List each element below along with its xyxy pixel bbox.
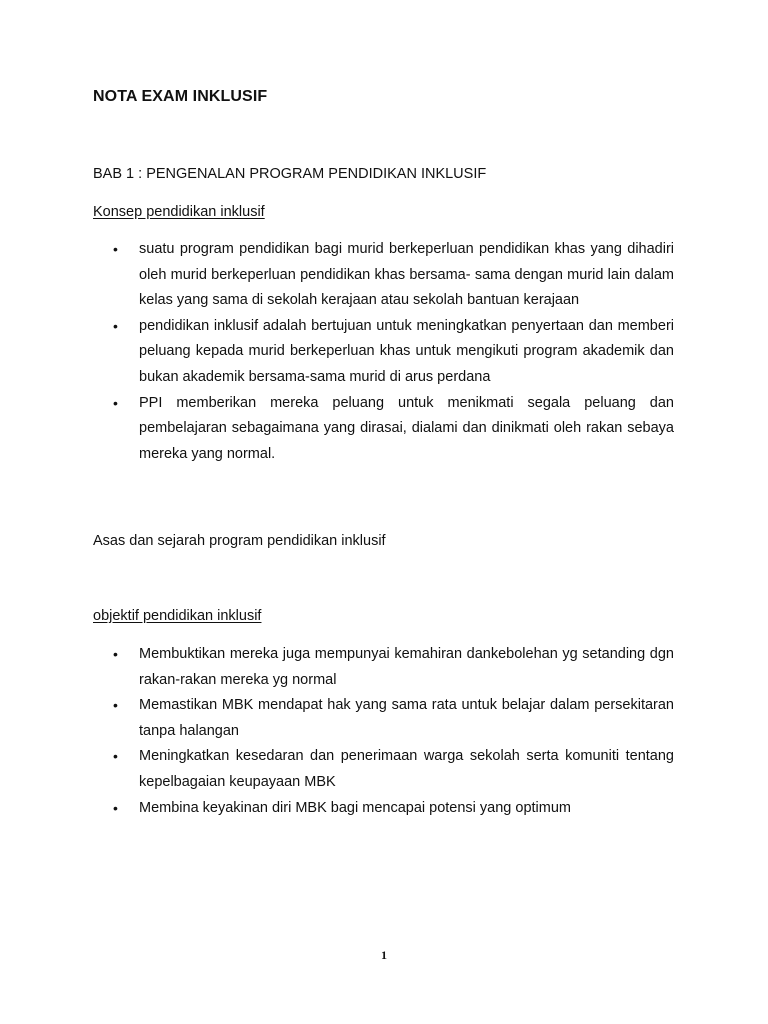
chapter-heading: BAB 1 : PENGENALAN PROGRAM PENDIDIKAN INKLUSIF — [93, 166, 487, 182]
list-item-text: PPI memberikan mereka peluang untuk menikmati segala peluang dan pembelajaran sebagaimana yang dirasai, dialami dan dinikmati oleh rakan sebaya mereka yang normal. — [139, 394, 674, 462]
objektif-bullet-list — [0, 642, 768, 821]
section-heading-objektif: objektif pendidikan inklusif — [93, 608, 262, 624]
list-item — [113, 314, 674, 391]
list-item-text: suatu program pendidikan bagi murid berkeperluan pendidikan khas yang dihadiri oleh murid berkeperluan pendidikan khas bersama- sama dengan murid lain dalam kelas yang sama di sekolah kerajaan atau sekolah bantuan kerajaan — [139, 241, 674, 309]
section-heading-asas: Asas dan sejarah program pendidikan inklusif — [93, 533, 386, 549]
list-item-text: Memastikan MBK mendapat hak yang sama rata untuk belajar dalam persekitaran tanpa halangan — [139, 697, 674, 739]
list-item — [113, 642, 674, 693]
list-item — [113, 796, 674, 822]
bullet-icon: • — [113, 317, 118, 334]
bullet-icon: • — [113, 646, 118, 662]
list-item — [113, 693, 674, 744]
list-item-text: pendidikan inklusif adalah bertujuan untuk meningkatkan penyertaan dan memberi peluang kepada murid berkeperluan khas untuk mengikuti program akademik dan bukan akademik bersama-sama murid di arus perdana — [139, 317, 674, 385]
list-item — [113, 237, 674, 314]
list-item-text: Membuktikan mereka juga mempunyai kemahiran dankebolehan yg setanding dgn rakan-rakan mereka yg normal — [139, 646, 674, 688]
bullet-icon: • — [113, 697, 118, 714]
section-heading-konsep: Konsep pendidikan inklusif — [93, 204, 265, 220]
bullet-icon: • — [113, 799, 118, 816]
bullet-icon: • — [113, 394, 118, 411]
page-number: 1 — [381, 948, 387, 962]
list-item-text: Meningkatkan kesedaran dan penerimaan warga sekolah serta komuniti tentang kepelbagaian keupayaan MBK — [139, 748, 674, 790]
bullet-icon: • — [113, 748, 118, 765]
konsep-bullet-list — [0, 237, 768, 467]
document-title: NOTA EXAM INKLUSIF — [93, 88, 268, 105]
list-item — [113, 744, 674, 795]
list-item-text: Membina keyakinan diri MBK bagi mencapai potensi yang optimum — [139, 799, 571, 816]
bullet-icon: • — [113, 241, 118, 257]
list-item — [113, 391, 674, 468]
